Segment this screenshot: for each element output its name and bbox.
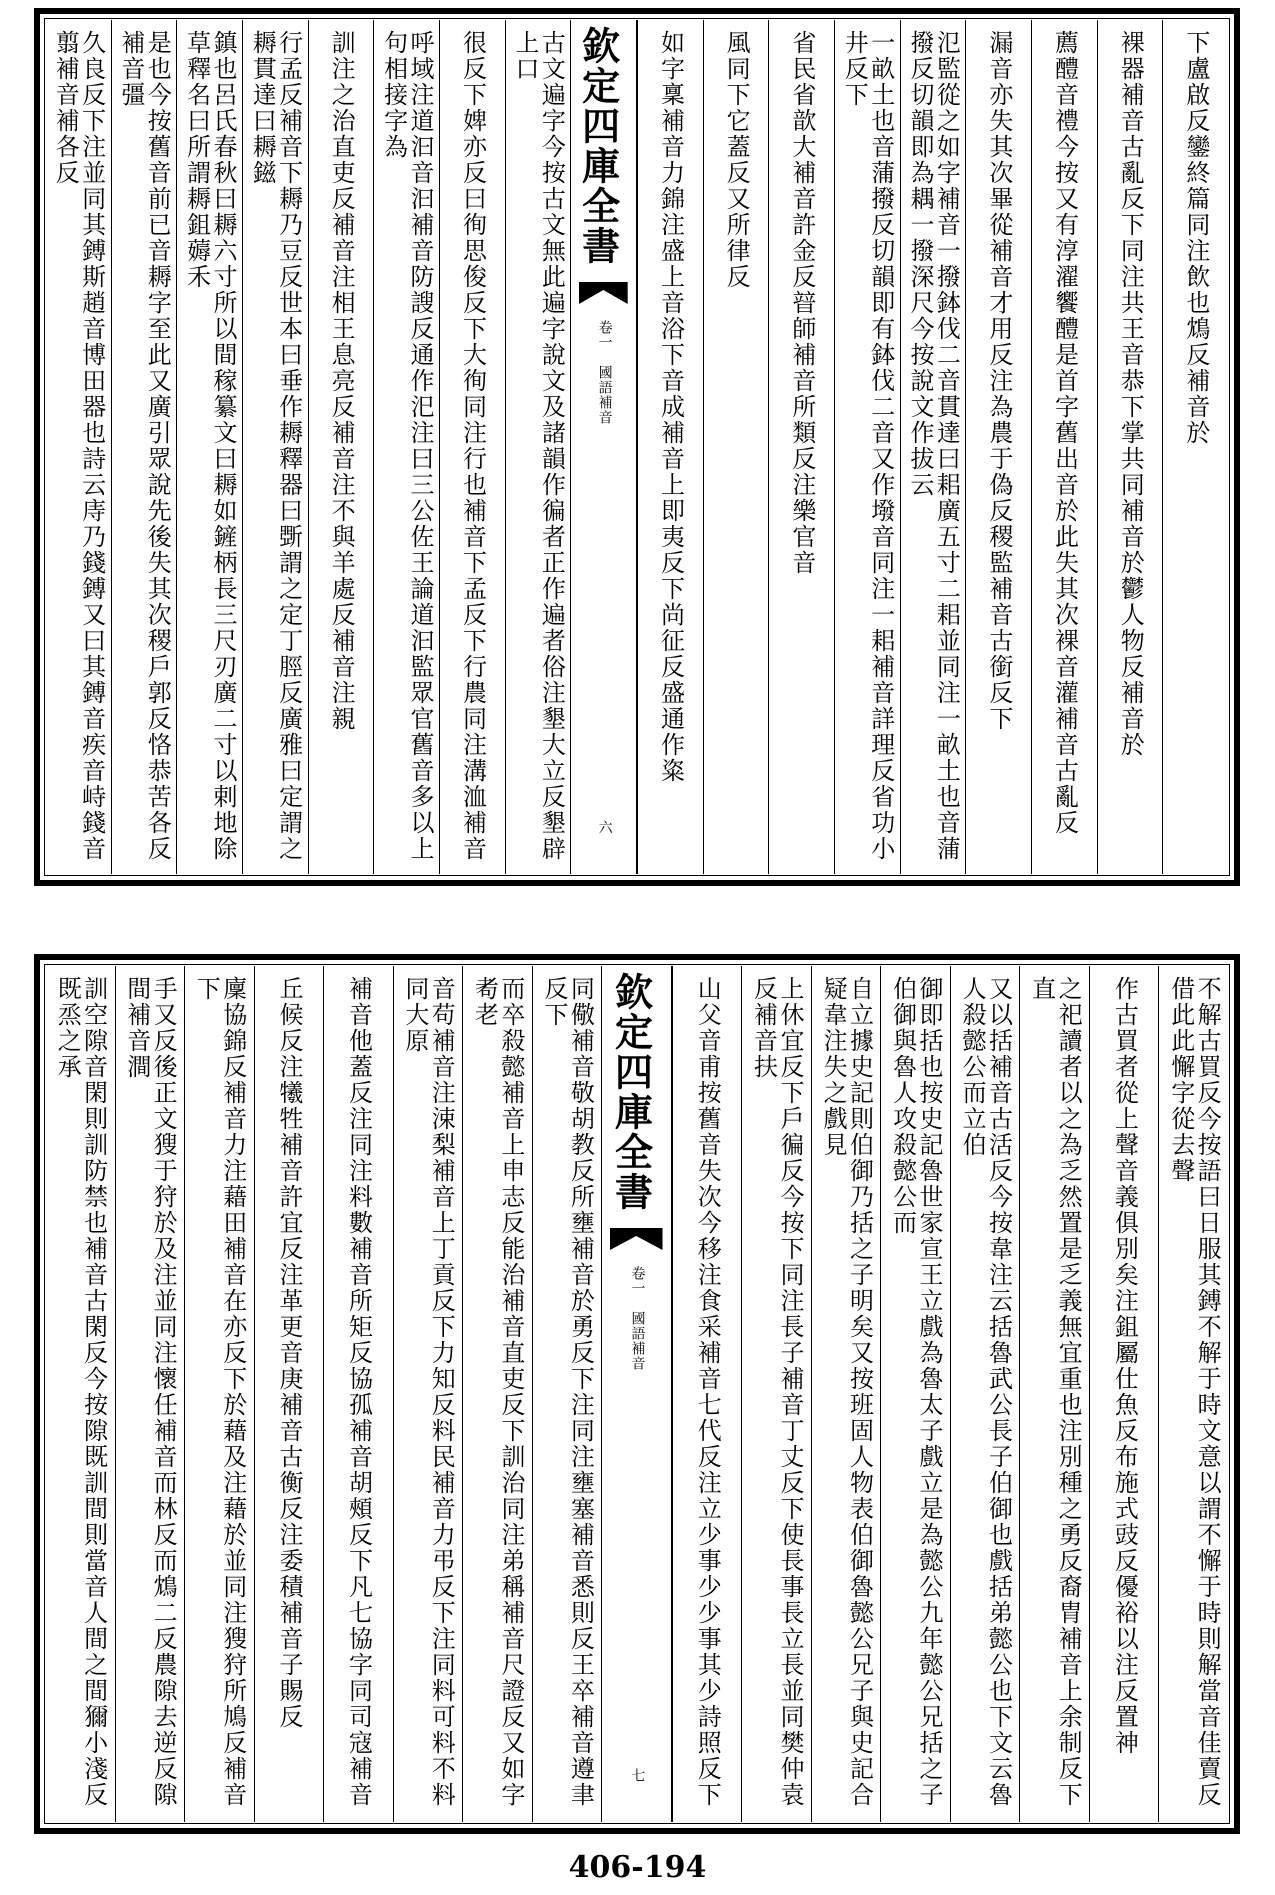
fishtail-mark-icon [610, 1228, 663, 1250]
text-column: 御即括也按史記魯世家宣王立戲為魯太子戲立是為懿公九年懿公兄括之子伯御與魯人攻殺懿公而 [880, 966, 950, 1822]
text-column: 很反下婢亦反曰徇思俊反下大徇同注行也補音下孟反下行農同注溝洫補音 [439, 20, 505, 874]
book-series-title: 欽定四庫全書 [608, 972, 654, 1212]
text-column: 如字稟補音力錦注盛上音浴下音成補音上即夷反下尚征反盛通作粢 [637, 20, 703, 874]
text-column: 下盧啟反鑾終篇同注飲也鴆反補音於 [1162, 20, 1228, 874]
text-column: 同儆補音敬胡教反所壅補音於勇反下注同注壅塞補音悉則反王卒補音遵聿反下 [532, 966, 602, 1822]
volume-label: 卷一 國語補音 [629, 1266, 646, 1371]
text-column: 呼域注道汩音汩補音防謏反通作汜注曰三公佐王論道汩監眾官舊音多以上句相接字為 [373, 20, 439, 874]
text-column: 是也今按舊音前已音耨字至此又廣引眾說先後失其次稷戶郭反恪恭苦各反補音彊 [111, 20, 177, 874]
bottom-columns [46, 966, 1228, 1822]
text-column: 古文遍字今按古文無此遍字說文及諸韻作徧者正作遍者俗注墾大立反墾辟上口 [505, 20, 571, 874]
text-column: 手又反後正文獀于狩於及注並同注懷任補音而林反而鴆二反農隙去逆反隙間補音澗 [115, 966, 185, 1822]
text-column: 薦醴音禮今按又有淳濯饗醴是首字舊出音於此失其次裸音灌補音古亂反 [1031, 20, 1097, 874]
top-page-frame [34, 8, 1240, 886]
text-column: 訓注之治直吏反補音注相王息亮反補音注不與羊處反補音注親 [308, 20, 374, 874]
banshin-center-strip [601, 966, 672, 1822]
text-column: 久良反下注並同其鎛斯趙音博田器也詩云庤乃錢鎛又曰其鎛音疾音峙錢音翦補音補各反 [51, 30, 106, 862]
text-column: 之祀讀者以之為乏然置是乏義無宜重也注別種之勇反裔胄補音上余制反下直 [1019, 966, 1089, 1822]
text-column: 氾監從之如字補音一撥鉢伐二音貫達曰耜廣五寸二耜並同注一畝土也音蒲撥反切韻即為耦一撥深尺今按說文作拔云 [900, 20, 966, 874]
text-column: 上休宜反下戶徧反今按下同注長子補音丁丈反下使長事長立長並同樊仲袁反補音扶 [741, 966, 811, 1822]
leaf-number: 六 [596, 820, 613, 834]
text-column: 音苟補音注涑梨補音上丁貢反下力知反料民補音力弔反下注同料可料不料同大原 [393, 966, 463, 1822]
page-number: 406-194 [568, 1850, 707, 1885]
bottom-page-frame [34, 954, 1240, 1834]
volume-label: 卷一 國語補音 [596, 320, 613, 425]
text-column: 丘候反注犧牲補音許宜反注革更音庚補音古衡反注委積補音子賜反 [254, 966, 324, 1822]
top-page [0, 0, 1275, 947]
book-series-title: 欽定四庫全書 [575, 26, 621, 266]
text-column: 而卒殺懿補音上申志反能治補音直吏反下訓治同注弟稱補音尺證反又如字耇老 [462, 966, 532, 1822]
banshin-center-strip [570, 20, 637, 874]
leaf-number: 七 [629, 1768, 646, 1782]
text-column: 山父音甫按舊音失次今移注食采補音七代反注立少事少少事其少詩照反下 [672, 966, 742, 1822]
text-column: 補音他蓋反注同注料數補音所矩反協孤補音胡頰反下凡七協字同司寇補音 [323, 966, 393, 1822]
bottom-page [0, 948, 1275, 1895]
fishtail-mark-icon [579, 282, 628, 304]
text-column: 廩協錦反補音力注藉田補音在亦反下於藉及注藉於並同注獀狩所鳩反補音下 [184, 966, 254, 1822]
text-column: 不解古買反今按語曰日服其鎛不解于時文意以謂不懈于時則解當音佳賣反借此此懈字從去聲 [1158, 966, 1228, 1822]
text-column: 鎮也呂氏春秋曰耨六寸所以間稼纂文曰耨如鏟柄長三尺刃廣二寸以剌地除草釋名曰所謂耨鉏薅禾 [176, 20, 242, 874]
text-column: 行孟反補音下耨乃豆反世本曰垂作耨釋器曰斲謂之定丁脛反廣雅曰定謂之耨貫達曰耨鎡 [242, 20, 308, 874]
text-column: 作古買者從上聲音義俱別矣注鉏屬仕魚反布施式豉反優裕以注反置神 [1089, 966, 1159, 1822]
text-column: 自立據史記則伯御乃括之子明矣又按班固人物表伯御魯懿公兄子與史記合疑韋注失之戲見 [811, 966, 881, 1822]
text-column: 省民省歆大補音許金反暜師補音所類反注樂官音 [768, 20, 834, 874]
text-column: 訓空隙音閑則訓防禁也補音古閑反今按隙既訓間則當音人間之間獮小淺反既烝之承 [53, 976, 108, 1808]
text-column: 風同下它蓋反又所律反 [703, 20, 769, 874]
text-column: 漏音亦失其次畢從補音才用反注為農于偽反稷監補音古銜反下 [965, 20, 1031, 874]
text-column: 又以括補音古活反今按韋注云括魯武公長子伯御也戲括弟懿公也下文云魯人殺懿公而立伯 [950, 966, 1020, 1822]
text-column: 一畝土也音蒲撥反切韻即有鉢伐二音又作墢音同注一耜補音詳理反省功小井反下 [834, 20, 900, 874]
top-columns [46, 20, 1228, 874]
text-column: 裸器補音古亂反下同注共王音恭下掌共同補音於鬱人物反補音於 [1097, 20, 1163, 874]
